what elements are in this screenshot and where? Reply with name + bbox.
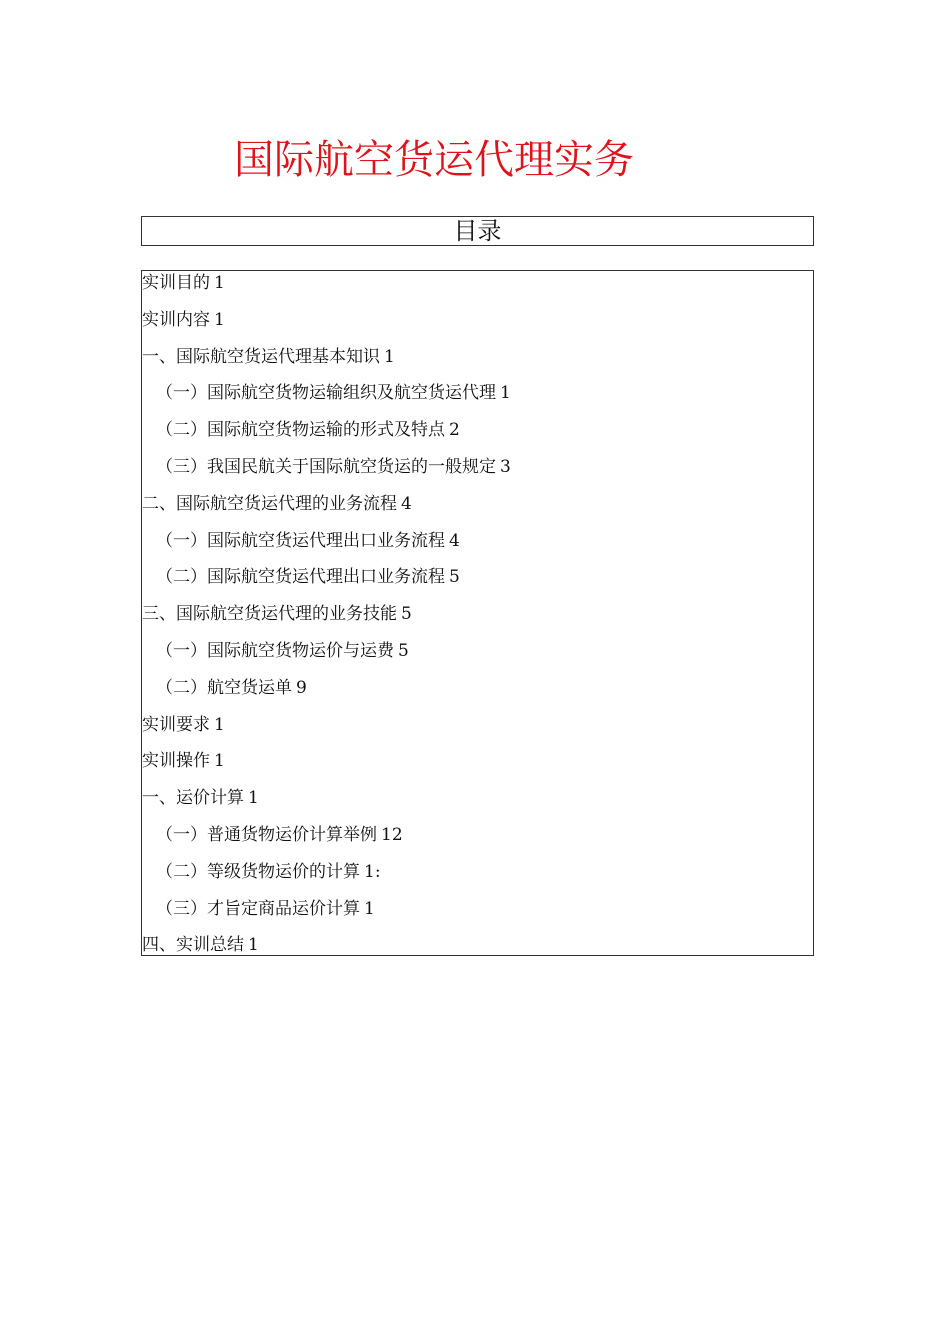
toc-entry-page-number: 1: (364, 861, 381, 882)
toc-entry-page-number: 4 (401, 493, 412, 514)
toc-entry[interactable] (156, 455, 511, 479)
toc-entry-page-number: 1 (500, 383, 511, 404)
toc-border-tick (813, 498, 814, 510)
toc-entry[interactable] (156, 418, 460, 442)
toc-border-tick (813, 314, 814, 326)
toc-entry[interactable] (156, 639, 409, 663)
toc-entry[interactable] (142, 786, 259, 810)
toc-entry-page-number: 5 (398, 641, 409, 661)
toc-entry-page-number: 1 (364, 898, 375, 919)
toc-entry[interactable] (142, 492, 412, 516)
toc-heading-box (141, 216, 814, 246)
toc-entry-page-number: 2 (449, 420, 460, 441)
toc-entry-page-number: 5 (449, 567, 460, 588)
toc-border-tick (813, 829, 814, 841)
toc-entry-text: 二、国际航空货运代理的业务流程 (142, 493, 397, 514)
toc-entry-text: （二）国际航空货物运输的形式及特点 (156, 420, 445, 441)
toc-entry-text: 实训目的 (142, 273, 210, 293)
toc-border-tick (813, 277, 814, 289)
toc-entry-page-number: 1 (248, 935, 259, 956)
toc-box (141, 270, 814, 956)
toc-entry-text: （三）我国民航关于国际航空货运的一般规定 (156, 457, 496, 477)
document-title: 国际航空货运代理实务 (234, 137, 634, 183)
toc-entry-text: （一）国际航空货物运输组织及航空货运代理 (156, 383, 496, 404)
toc-entry-text: 四、实训总结 (142, 935, 244, 956)
toc-entry[interactable] (142, 308, 225, 332)
toc-entry[interactable] (142, 749, 225, 773)
toc-border-tick (813, 719, 814, 731)
toc-entry-text: （一）国际航空货运代理出口业务流程 (156, 530, 445, 551)
toc-entry-page-number: 4 (449, 530, 460, 551)
toc-entry-text: （一）普通货物运价计算举例 (156, 825, 377, 845)
toc-entry-text: 实训操作 (142, 751, 210, 772)
toc-entry-text: （一）国际航空货物运价与运费 (156, 641, 394, 661)
toc-entry-text: （二）等级货物运价的计算 (156, 861, 360, 882)
toc-entry-page-number: 1 (384, 346, 395, 367)
toc-entry[interactable] (156, 676, 307, 700)
toc-entry-page-number: 1 (214, 714, 225, 735)
toc-border-tick (813, 535, 814, 547)
toc-border-tick (813, 608, 814, 620)
toc-border-tick (813, 755, 814, 767)
toc-entry-page-number: 1 (214, 273, 225, 293)
toc-entry[interactable] (142, 271, 225, 295)
toc-entry-text: （三）才旨定商品运价计算 (156, 898, 360, 919)
toc-entry[interactable] (156, 381, 511, 405)
toc-entry[interactable] (156, 860, 381, 884)
toc-entry[interactable] (156, 529, 460, 553)
toc-entry-text: 一、运价计算 (142, 788, 244, 809)
toc-entry-page-number: 12 (381, 825, 403, 845)
toc-entry[interactable] (156, 823, 403, 847)
toc-entry[interactable] (142, 933, 259, 957)
toc-border-tick (813, 792, 814, 804)
toc-border-tick (813, 424, 814, 436)
toc-entry-text: 实训内容 (142, 309, 210, 330)
toc-entry[interactable] (142, 713, 225, 737)
toc-border-tick (813, 645, 814, 657)
toc-entry[interactable] (142, 602, 412, 626)
toc-entry-text: （二）国际航空货运代理出口业务流程 (156, 567, 445, 588)
toc-border-tick (813, 571, 814, 583)
toc-border-tick (813, 866, 814, 878)
toc-entry-page-number: 1 (214, 309, 225, 330)
toc-entry-page-number: 1 (248, 788, 259, 809)
toc-entry-page-number: 5 (401, 604, 412, 625)
toc-entry-text: 三、国际航空货运代理的业务技能 (142, 604, 397, 625)
toc-heading: 目录 (453, 217, 502, 245)
toc-entry[interactable] (142, 345, 395, 369)
toc-border-tick (813, 387, 814, 399)
toc-entry[interactable] (156, 565, 460, 589)
toc-border-tick (813, 351, 814, 363)
toc-entry-text: 实训要求 (142, 714, 210, 735)
toc-border-tick (813, 939, 814, 951)
toc-border-tick (813, 903, 814, 915)
toc-border-tick (813, 682, 814, 694)
toc-entry-page-number: 3 (500, 457, 511, 477)
toc-entry[interactable] (156, 897, 375, 921)
toc-entry-page-number: 9 (296, 677, 307, 698)
toc-entry-text: （二）航空货运单 (156, 677, 292, 698)
toc-border-tick (813, 461, 814, 473)
toc-entry-page-number: 1 (214, 751, 225, 772)
toc-entry-text: 一、国际航空货运代理基本知识 (142, 346, 380, 367)
